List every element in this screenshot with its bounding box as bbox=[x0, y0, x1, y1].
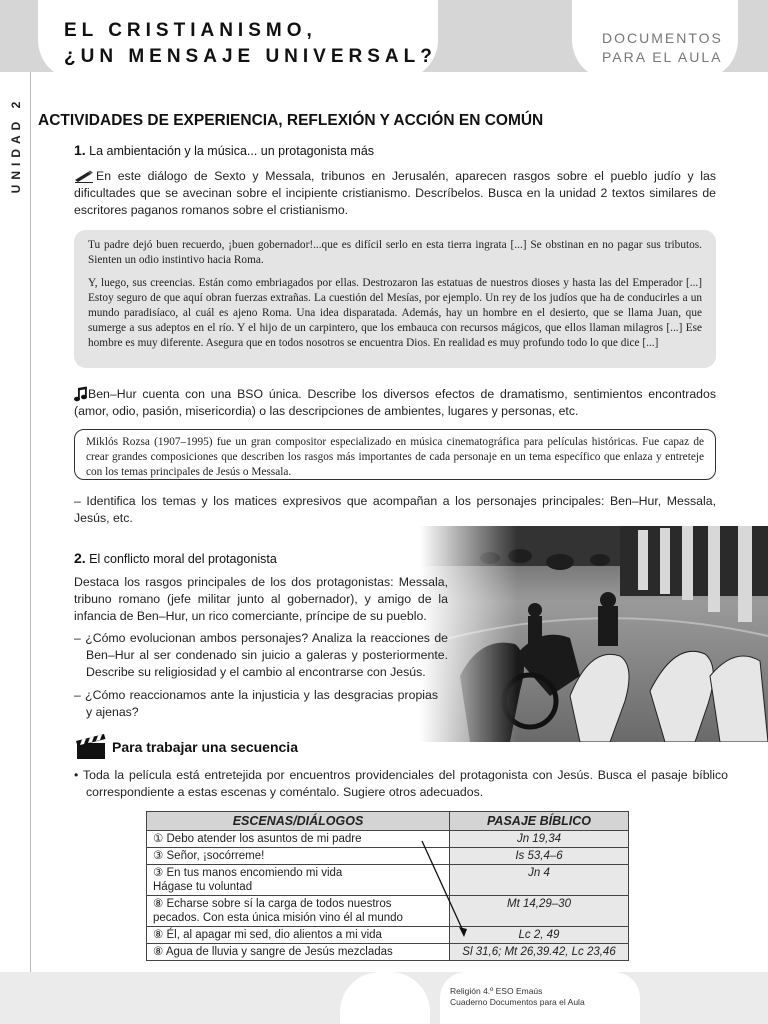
scenes-table-wrap bbox=[146, 811, 629, 961]
quote-box bbox=[74, 230, 716, 368]
documents-badge bbox=[572, 0, 738, 80]
scene-cell: ① Debo atender los asuntos de mi padre bbox=[147, 831, 450, 848]
chariot-race-photo bbox=[420, 526, 768, 742]
clapperboard-icon bbox=[74, 732, 108, 760]
scene-cell: ③ En tus manos encomiendo mi vida Hágase tu voluntad bbox=[147, 865, 450, 896]
doc-line-2: PARA EL AULA bbox=[602, 49, 723, 65]
table-header-passage: PASAJE BÍBLICO bbox=[450, 812, 629, 831]
footer-line-1: Religión 4.º ESO Emaús bbox=[450, 986, 543, 996]
item-2-title: El conflicto moral del protagonista bbox=[89, 552, 277, 566]
composer-info-box bbox=[74, 429, 716, 480]
scene-cell: ③ Señor, ¡socórreme! bbox=[147, 848, 450, 865]
passage-cell: Sl 31,6; Mt 26,39.42, Lc 23,46 bbox=[450, 944, 629, 961]
footer-text bbox=[450, 986, 585, 1008]
title-line-1: EL CRISTIANISMO, bbox=[64, 20, 317, 41]
scene-cell: ⑧ Echarse sobre sí la carga de todos nuestros pecados. Con esta única misión vino él al mundo bbox=[147, 896, 450, 927]
item-2-heading bbox=[74, 550, 277, 566]
title-line-2: ¿UN MENSAJE UNIVERSAL? bbox=[64, 46, 437, 67]
title-block bbox=[38, 0, 438, 80]
side-strip bbox=[0, 72, 31, 972]
table-header-scenes: ESCENAS/DIÁLOGOS bbox=[147, 812, 450, 831]
doc-line-1: DOCUMENTOS bbox=[602, 30, 723, 46]
passage-cell: Jn 19,34 bbox=[450, 831, 629, 848]
item-1-number: 1. bbox=[74, 142, 86, 158]
passage-cell: Mt 14,29–30 bbox=[450, 896, 629, 927]
matching-arrow bbox=[146, 811, 636, 976]
item-2-question-2: – ¿Cómo reaccionamos ante la injusticia y las desgracias propias y ajenas? bbox=[74, 688, 438, 719]
quote-paragraph-1: Tu padre dejó buen recuerdo, ¡buen gobernador!...que es difícil serlo en esta tierra ingrata [...] Se obstinan en no pagar sus tributos. Sienten un odio instintivo hacia Roma. bbox=[88, 239, 702, 266]
unit-label: UNIDAD 2 bbox=[9, 96, 23, 194]
footer-line-2: Cuaderno Documentos para el Aula bbox=[450, 997, 585, 1007]
music-text: Ben–Hur cuenta con una BSO única. Describe los diversos efectos de dramatismo, sentimientos encontrados (amor, odio, pasión, misericordia) o las descripciones de ambientes, lugares y personas, etc. bbox=[74, 387, 716, 418]
music-task: – Identifica los temas y los matices expresivos que acompañan a los personajes principales: Ben–Hur, Messala, Jesús, etc. bbox=[74, 494, 716, 525]
item-2-text: Destaca los rasgos principales de los dos protagonistas: Messala, tribuno romano (jefe militar junto al gobernador), y amigo de la infancia de Ben–Hur, un rico comerciante, príncipe de su pueblo. bbox=[74, 575, 448, 623]
sequence-title: Para trabajar una secuencia bbox=[112, 739, 298, 755]
scene-cell: ⑧ Agua de lluvia y sangre de Jesús mezcladas bbox=[147, 944, 450, 961]
item-2-question-1: – ¿Cómo evolucionan ambos personajes? Analiza la reacciones de Ben–Hur al ser condenado sin juicio a galeras y posteriormente. Describe su religiosidad y el cambio al encontrarse con Jesús. bbox=[74, 631, 448, 679]
passage-cell: Is 53,4–6 bbox=[450, 848, 629, 865]
passage-cell: Lc 2, 49 bbox=[450, 927, 629, 944]
section-heading: ACTIVIDADES DE EXPERIENCIA, REFLEXIÓN Y ACCIÓN EN COMÚN bbox=[38, 112, 544, 129]
passage-cell: Jn 4 bbox=[450, 865, 629, 896]
item-1-text: En este diálogo de Sexto y Messala, tribunos en Jerusalén, aparecen rasgos sobre el pueblo judío y las dificultades que se avecinan sobre el incipiente cristianismo. Descríbelos. Busca en la unidad 2 textos similares de escritores paganos romanos sobre el cristianismo. bbox=[74, 169, 716, 217]
quote-paragraph-2: Y, luego, sus creencias. Están como embriagados por ellas. Destrozaron las estatuas de nuestros dioses y hasta las del Emperador [...] Estoy seguro de que aquí obran fuerzas extrañas. La cuestión del Mesías, por ejemplo. Un rey de los judíos que ha de conducirles a un mundo paradisíaco, al cuál es ajeno Roma. Una idea disparatada. Además, hay un hombre en el desierto, que se llama Juan, que sumerge a sus adeptos en el río. Y el hijo de un carpintero, que los embauca con recursos mágicos, que ellos llaman milagros [...] Ese hombre es muy diferente. Asegura que en todos nosotros se encuentra Dios. En realidad es muy profundo todo lo que dice [...] bbox=[88, 277, 702, 349]
item-1-heading bbox=[74, 142, 374, 158]
scene-cell: ⑧ Él, al apagar mi sed, dio alientos a mi vida bbox=[147, 927, 450, 944]
sequence-text: • Toda la película está entretejida por encuentros providenciales del protagonista con Jesús. Busca el pasaje bíblico correspondiente a estas escenas y coméntalo. Sugiere otros adecuados. bbox=[74, 768, 728, 799]
composer-info-text: Miklós Rozsa (1907–1995) fue un gran compositor especializado en música cinematográfica para películas históricas. Fue capaz de crear grandes composiciones que describen los rasgos más importantes de cada personaje en un tema específico que enlaza y entreteje con los temas principales de Jesús o Messala. bbox=[86, 436, 704, 478]
item-2-number: 2. bbox=[74, 550, 86, 566]
item-1-title: La ambientación y la música... un protagonista más bbox=[89, 144, 375, 158]
